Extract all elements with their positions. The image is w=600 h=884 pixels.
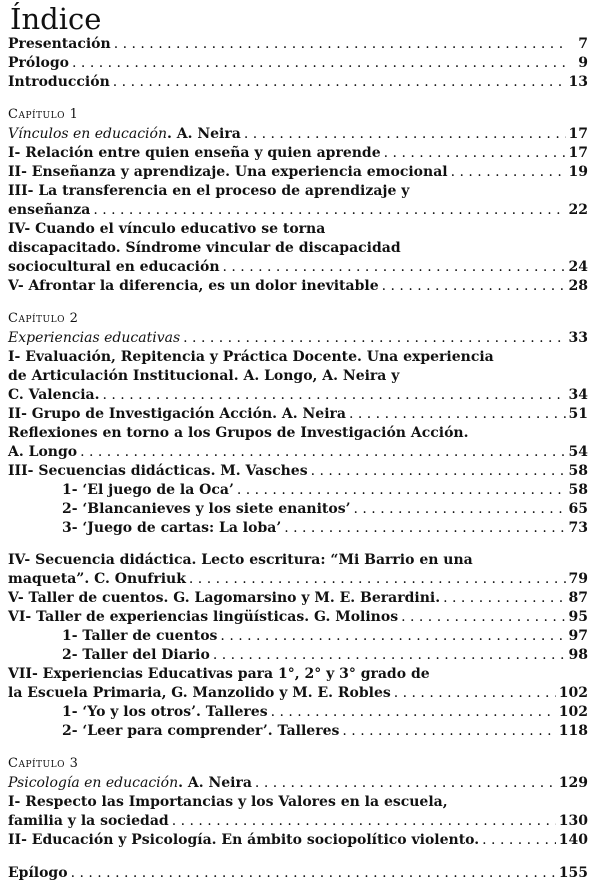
toc-entry-page: 34 [568, 387, 588, 403]
page-title: Índice [10, 2, 102, 36]
toc-entry-line: I- Respecto las Importancias y los Valores en la escuela, [8, 794, 448, 810]
toc-subentry [8, 628, 588, 647]
toc-entry-line: de Articulación Institucional. A. Longo, A. Neira y [8, 368, 400, 384]
toc-entry [8, 164, 588, 183]
toc-subentry [8, 704, 588, 723]
toc-entry [8, 571, 588, 590]
toc-entry-title: 2- ‘Blancanieves y los siete enanitos’ [62, 501, 351, 517]
toc-entry-page: 140 [558, 832, 588, 848]
toc-entry [8, 278, 588, 297]
toc-entry-title: familia y la sociedad [8, 813, 169, 829]
toc-entry-page: 129 [558, 775, 588, 791]
toc-entry-title: 2- Taller del Diario [62, 647, 210, 663]
toc-entry-title: Prólogo [8, 55, 70, 71]
toc-entry-title: enseñanza [8, 202, 91, 218]
toc-entry-title: Presentación [8, 36, 111, 52]
chapter-3-author: . A. Neira [178, 775, 252, 791]
toc-entry-page: 17 [568, 145, 588, 161]
toc-entry-epilogo [8, 865, 588, 884]
toc-entry-title: la Escuela Primaria, G. Manzolido y M. E. Robles [8, 685, 391, 701]
toc-subentry [8, 647, 588, 666]
chapter-2-heading [8, 330, 588, 349]
toc-entry-page: 95 [568, 609, 588, 625]
toc-entry-line: IV- Cuando el vínculo educativo se torna [8, 221, 326, 237]
toc-entry [8, 202, 588, 221]
toc-entry-page: 87 [568, 590, 588, 606]
toc-entry-title: V- Taller de cuentos. G. Lagomarsino y M. E. Berardini. [8, 590, 441, 606]
toc-entry-page: 19 [568, 164, 588, 180]
toc-entry [8, 406, 588, 425]
toc-entry [8, 444, 588, 463]
toc-entry-page: 33 [568, 330, 588, 346]
table-of-contents [8, 36, 588, 884]
chapter-1-title: Vínculos en educación [8, 126, 167, 142]
toc-entry [8, 609, 588, 628]
toc-entry-page: 24 [568, 259, 588, 275]
toc-entry-title: II- Grupo de Investigación Acción. A. Neira [8, 406, 346, 422]
toc-entry-page: 97 [568, 628, 588, 644]
toc-entry [8, 463, 588, 482]
toc-entry-page: 102 [558, 685, 588, 701]
toc-entry-title: sociocultural en educación [8, 259, 220, 275]
toc-entry-title: II- Educación y Psicología. En ámbito sociopolítico violento. [8, 832, 480, 848]
toc-entry-page: 54 [568, 444, 588, 460]
toc-entry [8, 590, 588, 609]
chapter-1-author: . A. Neira [166, 126, 241, 142]
toc-entry-title: 2- ‘Leer para comprender’. Talleres [62, 723, 340, 739]
toc-entry-title: I- Relación entre quien enseña y quien aprende [8, 145, 381, 161]
toc-entry-page: 130 [558, 813, 588, 829]
chapter-3-heading [8, 775, 588, 794]
toc-entry-page: 58 [568, 463, 588, 479]
toc-entry [8, 387, 588, 406]
chapter-3-title: Psicología en educación [8, 775, 179, 791]
toc-entry-title: V- Afrontar la diferencia, es un dolor inevitable [8, 278, 379, 294]
toc-entry-page: 155 [558, 865, 588, 881]
toc-entry-title: Epílogo [8, 865, 68, 881]
chapter-1-label: Capítulo 1 [8, 107, 79, 122]
toc-entry-introduccion [8, 74, 588, 93]
toc-entry-title: Introducción [8, 74, 110, 90]
toc-entry-page: 102 [558, 704, 588, 720]
toc-entry-presentacion [8, 36, 588, 55]
toc-entry [8, 685, 588, 704]
toc-entry-title: A. Longo [8, 444, 78, 460]
toc-entry-page: 58 [568, 482, 588, 498]
toc-entry-page: 98 [568, 647, 588, 663]
toc-entry-line: discapacitado. Síndrome vincular de discapacidad [8, 240, 401, 256]
toc-entry-title: 1- ‘El juego de la Oca’ [62, 482, 234, 498]
toc-entry-title: C. Valencia. [8, 387, 100, 403]
chapter-2-label: Capítulo 2 [8, 311, 79, 326]
toc-subentry [8, 723, 588, 742]
toc-entry-page: 51 [568, 406, 588, 422]
toc-entry-title: II- Enseñanza y aprendizaje. Una experiencia emocional [8, 164, 448, 180]
toc-entry-line: III- La transferencia en el proceso de aprendizaje y [8, 183, 410, 199]
toc-entry-line: Reflexiones en torno a los Grupos de Investigación Acción. [8, 425, 469, 441]
toc-entry-page: 9 [578, 55, 588, 71]
toc-entry [8, 145, 588, 164]
toc-entry-line: I- Evaluación, Repitencia y Práctica Docente. Una experiencia [8, 349, 494, 365]
toc-entry-page: 13 [568, 74, 588, 90]
toc-entry-page: 118 [558, 723, 588, 739]
toc-entry-page: 7 [578, 36, 588, 52]
toc-entry-page: 65 [568, 501, 588, 517]
toc-entry-title: 3- ‘Juego de cartas: La loba’ [62, 520, 282, 536]
toc-entry-page: 22 [568, 202, 588, 218]
toc-entry-title: maqueta”. C. Onufriuk [8, 571, 186, 587]
toc-entry-title: 1- Taller de cuentos [62, 628, 218, 644]
toc-entry-prologo [8, 55, 588, 74]
chapter-1-heading [8, 126, 588, 145]
toc-subentry [8, 520, 588, 539]
toc-subentry [8, 501, 588, 520]
toc-entry-line: IV- Secuencia didáctica. Lecto escritura: “Mi Barrio en una [8, 552, 473, 568]
toc-entry-title: III- Secuencias didácticas. M. Vasches [8, 463, 308, 479]
toc-entry [8, 259, 588, 278]
toc-entry-page: 79 [568, 571, 588, 587]
toc-entry-title: 1- ‘Yo y los otros’. Talleres [62, 704, 268, 720]
chapter-2-title: Experiencias educativas [8, 330, 181, 346]
toc-entry-page: 73 [568, 520, 588, 536]
toc-entry-line: VII- Experiencias Educativas para 1°, 2° y 3° grado de [8, 666, 430, 682]
toc-entry-page: 28 [568, 278, 588, 294]
toc-subentry [8, 482, 588, 501]
toc-entry [8, 832, 588, 851]
chapter-3-label: Capítulo 3 [8, 756, 79, 771]
toc-entry [8, 813, 588, 832]
toc-entry-title: VI- Taller de experiencias lingüísticas. G. Molinos [8, 609, 399, 625]
toc-entry-page: 17 [568, 126, 588, 142]
